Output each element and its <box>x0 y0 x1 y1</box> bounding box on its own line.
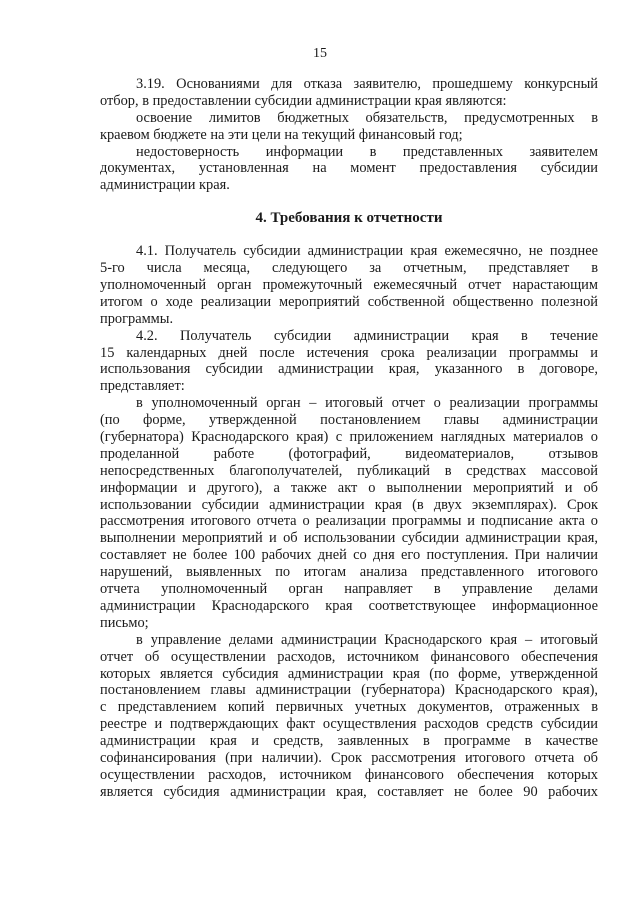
paragraph-line: отчет об осуществлении расходов, источником финансового обеспечения <box>100 648 598 665</box>
paragraph-line: 3.19. Основаниями для отказа заявителю, прошедшему конкурсный <box>136 76 598 92</box>
paragraph-line: документах, установленная на момент предоставления субсидии <box>100 160 598 177</box>
paragraph <box>100 76 598 110</box>
paragraph-line: итогом о ходе реализации мероприятий собственной общественно полезной <box>100 293 598 310</box>
paragraph-line: в уполномоченный орган – итоговый отчет о реализации программы <box>136 395 598 412</box>
paragraph-line: которых является субсидия администрации края (по форме, утвержденной <box>100 665 598 682</box>
paragraph <box>100 328 598 396</box>
paragraph-line: осуществлении расходов, источником финансового обеспечения которых <box>100 766 598 783</box>
paragraph-line: выполнении мероприятий и об использовании субсидии администрации края, <box>100 530 598 547</box>
paragraph-line: программы. <box>100 310 174 327</box>
paragraph <box>100 144 598 195</box>
paragraph-line: непосредственных благополучателей, публикаций в средствах массовой <box>100 462 598 479</box>
paragraph-line: краевом бюджете на эти цели на текущий финансовый год; <box>100 126 463 143</box>
paragraph-line: с представлением копий первичных учетных документов, отраженных в <box>100 699 598 716</box>
paragraph-line: письмо; <box>100 614 149 631</box>
paragraph-line: (губернатора) Краснодарского края) с приложением наглядных материалов о <box>100 429 598 446</box>
paragraph-line: информации и другого), а также акт о выполнении мероприятий и об <box>100 479 598 496</box>
paragraph-line: является субсидия администрации края, составляет не более 90 рабочих <box>100 783 598 800</box>
paragraph-line: 4.1. Получатель субсидии администрации края ежемесячно, не позднее <box>136 243 598 260</box>
paragraph-line: использования субсидии администрации края, указанного в договоре, <box>100 361 598 378</box>
paragraph-line: администрации края. <box>100 177 230 194</box>
paragraph <box>100 395 598 631</box>
paragraph-line: реестре и подтверждающих факт осуществления расходов средств субсидии <box>100 716 598 733</box>
paragraph-line: недостоверность информации в представленных заявителем <box>136 143 598 160</box>
section-4-body <box>100 243 598 800</box>
paragraph <box>100 632 598 801</box>
paragraph-line: администрации края и средств, заявленных в программе в качестве <box>100 733 598 750</box>
section-heading: 4. Требования к отчетности <box>255 210 443 227</box>
paragraph-line: представляет: <box>100 378 185 395</box>
paragraph-line: (по форме, утвержденной постановлением главы администрации <box>100 412 598 429</box>
paragraph-line: 5-го числа месяца, следующего за отчетным, представляет в <box>100 260 598 277</box>
paragraph-line: использовании субсидии администрации края (в двух экземплярах). Срок <box>100 496 598 513</box>
section-3-continuation <box>100 76 598 194</box>
document-body <box>100 76 598 801</box>
paragraph-line: нарушений, выявленных по итогам анализа представленного итогового <box>100 564 598 581</box>
paragraph-line: уполномоченный орган промежуточный ежемесячный отчет нарастающим <box>100 277 598 294</box>
paragraph-line: постановлением главы администрации (губернатора) Краснодарского края), <box>100 682 598 699</box>
paragraph-line: составляет не более 100 рабочих дней со дня его поступления. При наличии <box>100 547 598 564</box>
paragraph-line: отбор, в предоставлении субсидии администрации края являются: <box>100 92 507 109</box>
paragraph-line: отчета уполномоченный орган направляет в управление делами <box>100 581 598 598</box>
paragraph-line: софинансирования (при наличии). Срок рассмотрения итогового отчета об <box>100 749 598 766</box>
paragraph-line: 4.2. Получатель субсидии администрации края в течение <box>136 327 598 344</box>
paragraph-line: 15 календарных дней после истечения срока реализации программы и <box>100 344 598 361</box>
paragraph-line: рассмотрения итогового отчета о реализации программы и подписание акта о <box>100 513 598 530</box>
paragraph <box>100 110 598 144</box>
page-number: 15 <box>313 46 327 61</box>
paragraph-line: в управление делами администрации Краснодарского края – итоговый <box>136 631 598 648</box>
paragraph-line: освоение лимитов бюджетных обязательств, предусмотренных в <box>136 109 598 126</box>
paragraph-line: проделанной работе (фотографий, видеоматериалов, отзывов <box>100 445 598 462</box>
paragraph-line: администрации Краснодарского края соответствующее информационное <box>100 597 598 614</box>
paragraph <box>100 243 598 327</box>
